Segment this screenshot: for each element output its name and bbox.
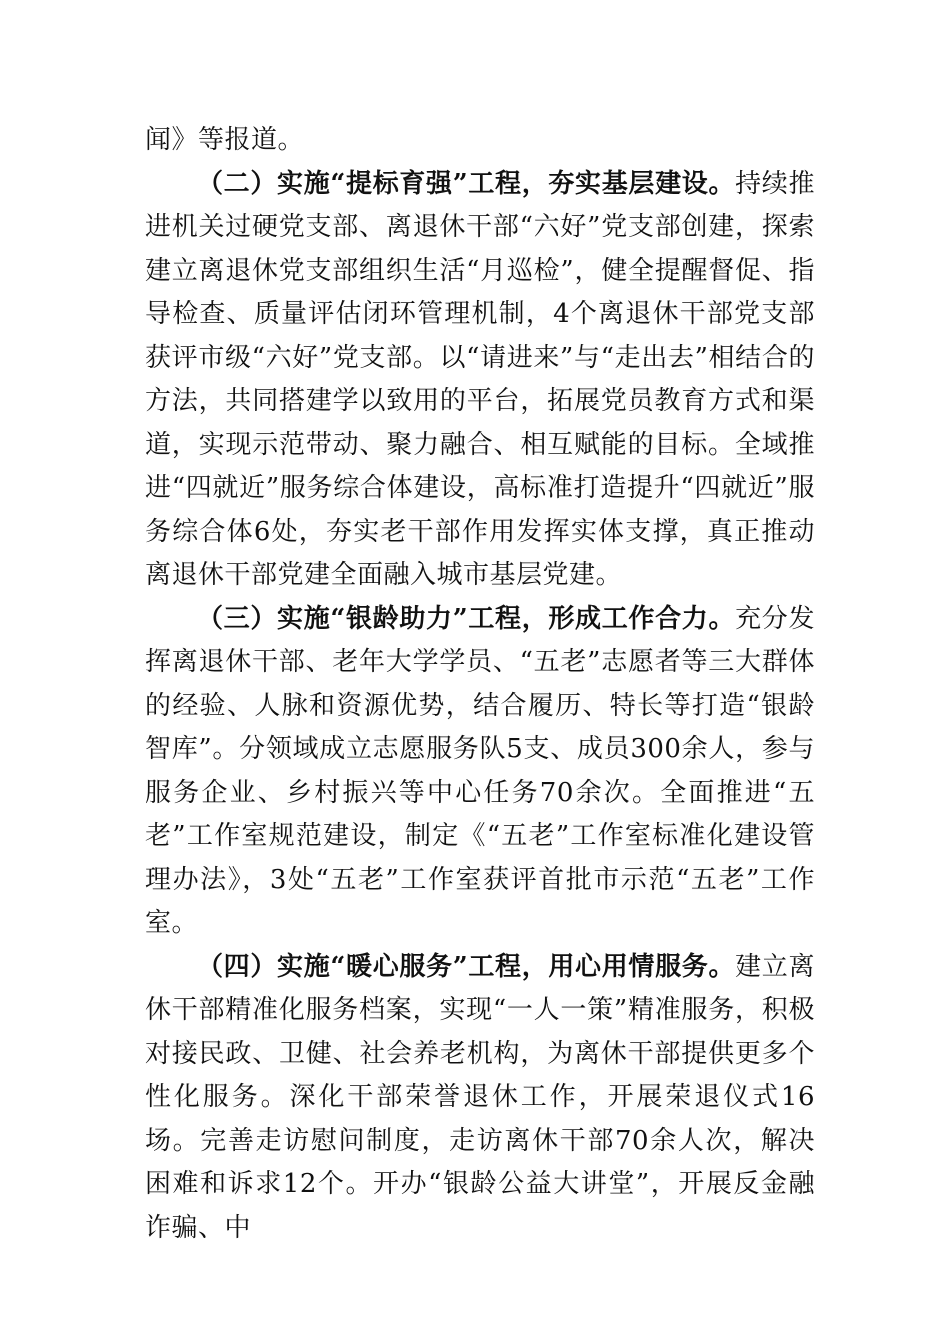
paragraph-continuation [145,119,815,163]
section-heading: （三）实施“银龄助力”工程，形成工作合力。 [197,603,736,634]
paragraph-text: 充分发挥离退休干部、老年大学学员、“五老”志愿者等三大群体的经验、人脉和资源优势，结合履历、特长等打造“银龄智库”。分领域成立志愿服务队5支、成员300余人，参与服务企业、乡村振兴等中心任务70余次。全面推进“五老”工作室规范建设，制定《“五老”工作室标准化建设管理办法》，3处“五老”工作室获评首批市示范“五老”工作室。 [145,603,815,938]
paragraph-text: 建立离休干部精准化服务档案，实现“一人一策”精准服务，积极对接民政、卫健、社会养老机构，为离休干部提供更多个性化服务。深化干部荣誉退休工作，开展荣退仪式16场。完善走访慰问制度，走访离休干部70余人次，解决困难和诉求12个。开办“银龄公益大讲堂”，开展反金融诈骗、中 [145,951,815,1243]
paragraph-text: 持续推进机关过硬党支部、离退休干部“六好”党支部创建，探索建立离退休党支部组织生活“月巡检”，健全提醒督促、指导检查、质量评估闭环管理机制，4个离退休干部党支部获评市级“六好”党支部。以“请进来”与“走出去”相结合的方法，共同搭建学以致用的平台，拓展党员教育方式和渠道，实现示范带动、聚力融合、相互赋能的目标。全域推进“四就近”服务综合体建设，高标准打造提升“四就近”服务综合体6处，夯实老干部作用发挥实体支撑，真正推动离退休干部党建全面融入城市基层党建。 [145,168,815,590]
paragraph-section-3 [145,598,815,946]
paragraph-section-4 [145,946,815,1251]
paragraph-text: 闻》等报道。 [145,125,305,155]
section-heading: （四）实施“暖心服务”工程，用心用情服务。 [197,951,736,982]
section-heading: （二）实施“提标育强”工程，夯实基层建设。 [197,168,736,199]
document-body [145,119,815,1250]
paragraph-section-2 [145,163,815,598]
